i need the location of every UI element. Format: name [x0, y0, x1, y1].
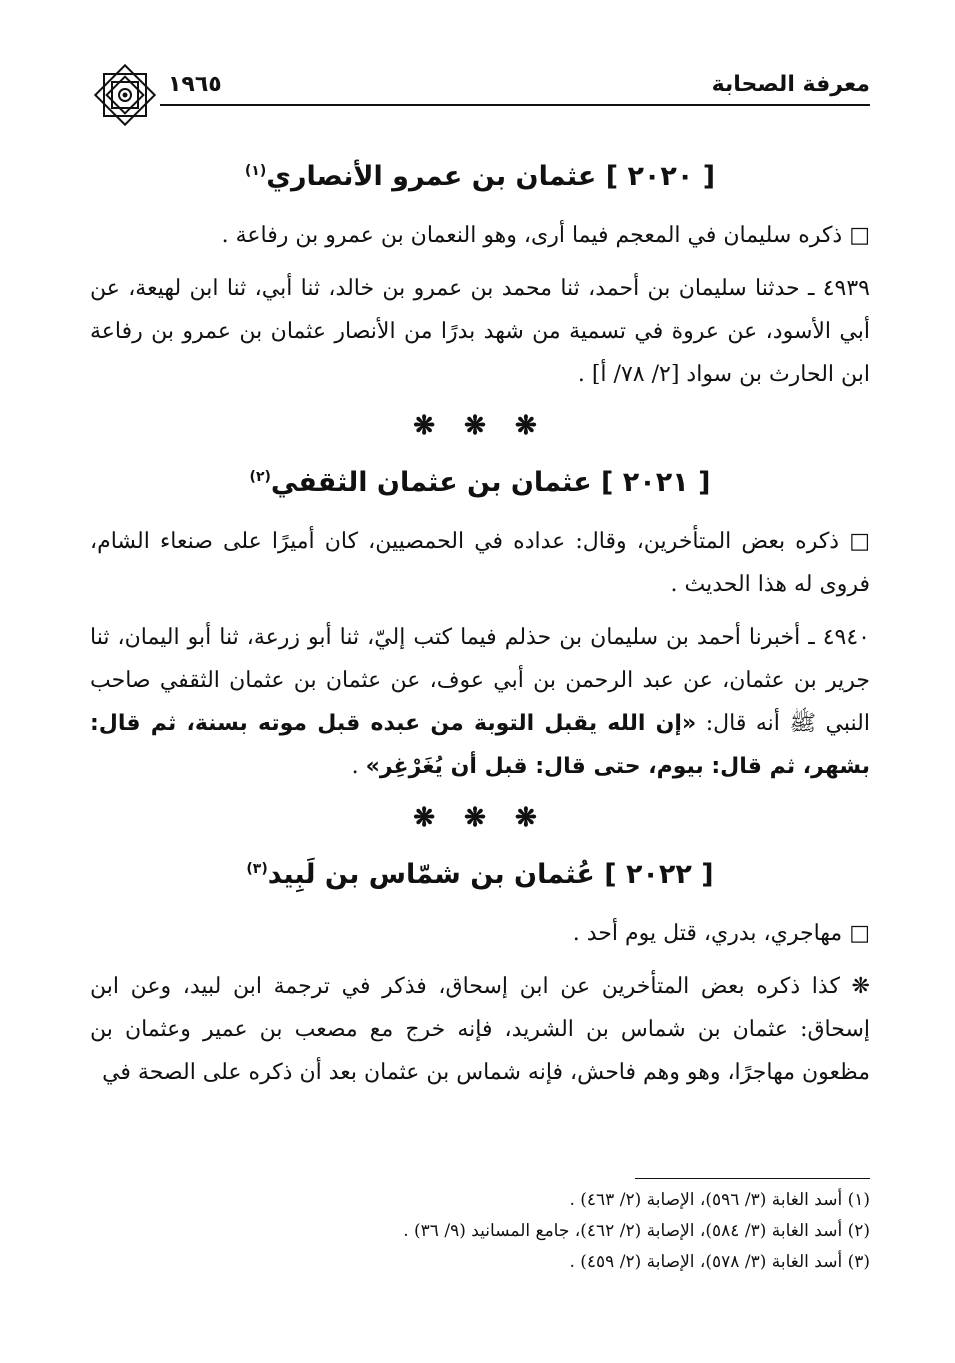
- entry-paragraph: □ مهاجري، بدري، قتل يوم أحد .: [572, 921, 870, 946]
- header-rule: [160, 104, 870, 106]
- hadith-paragraph: ٤٩٣٩ ـ حدثنا سليمان بن أحمد، ثنا محمد بن عمرو بن خالد، ثنا أبي، ثنا ابن لهيعة، عن أبي الأسود، عن عروة في تسمية من شهد بدرًا من الأنصار عثمان بن عمرو بن رفاعة ابن الحارث بن سواد [٢/ ٧٨/ أ] .: [90, 276, 870, 387]
- hadith-matn: «إن الله يقبل التوبة من عبده قبل موته بسنة، ثم قال: بشهر، ثم قال: بيوم، حتى قال: قبل أن يُغَرْغِر»: [90, 711, 870, 779]
- page-number: ١٩٦٥: [168, 72, 222, 97]
- section-separator: ❋ ❋ ❋: [413, 803, 547, 833]
- octagram-ornament-icon: [90, 60, 160, 130]
- page-body: [90, 140, 870, 1104]
- entry-heading-text: [ ٢٠٢٢ ] عُثمان بن شمّاس بن لَبِيد: [267, 859, 714, 890]
- footnote-3: (٣) أسد الغابة (٣/ ٥٧٨)، الإصابة (٢/ ٤٥٩) .: [569, 1252, 870, 1272]
- commentary-paragraph: ❋ كذا ذكره بعض المتأخرين عن ابن إسحاق، فذكر في ترجمة ابن لبيد، وعن ابن إسحاق: عثمان بن شماس بن الشريد، فإنه خرج مع مصعب بن عمير وعثمان بن مظعون مهاجرًا، وهو وهم فاحش، فإنه شماس بن عثمان بعد أن ذكره على الصحة في: [90, 974, 871, 1085]
- footnote-ref: (٣): [246, 861, 268, 877]
- footnote-ref: (١): [244, 163, 267, 179]
- hadith-isnad: ٤٩٤٠ ـ أخبرنا أحمد بن سليمان بن حذلم فيما كتب إليّ، ثنا أبو زرعة، ثنا أبو اليمان، ثنا جرير بن عثمان، عن عبد الرحمن بن أبي عوف، عن عثمان بن عثمان الثقفي صاحب النبي ﷺ أنه قال:: [90, 625, 870, 736]
- footnote-1: (١) أسد الغابة (٣/ ٥٩٦)، الإصابة (٢/ ٤٦٣) .: [569, 1190, 870, 1210]
- entry-paragraph: □ ذكره بعض المتأخرين، وقال: عداده في الحمصيين، كان أميرًا على صنعاء الشام، فروى له هذا الحديث .: [90, 529, 870, 597]
- entry-paragraph: □ ذكره سليمان في المعجم فيما أرى، وهو النعمان بن عمرو بن رفاعة .: [221, 223, 870, 248]
- entry-heading-2022: [90, 846, 870, 898]
- page-header: [90, 60, 870, 130]
- entry-heading-2021: [90, 454, 870, 506]
- entry-heading-text: [ ٢٠٢٠ ] عثمان بن عمرو الأنصاري: [266, 161, 716, 192]
- footnote-ref: (٢): [249, 469, 271, 485]
- footnote-rule: [635, 1178, 870, 1179]
- footnote-2: (٢) أسد الغابة (٣/ ٥٨٤)، الإصابة (٢/ ٤٦٢)، جامع المسانيد (٩/ ٣٦) .: [403, 1221, 870, 1241]
- entry-heading-2020: [90, 148, 870, 200]
- footnotes: [90, 1178, 870, 1278]
- section-separator: ❋ ❋ ❋: [413, 411, 547, 441]
- running-title: معرفة الصحابة: [711, 72, 870, 97]
- entry-heading-text: [ ٢٠٢١ ] عثمان بن عثمان الثقفي: [270, 467, 711, 498]
- hadith-end: .: [351, 754, 366, 779]
- hadith-paragraph: [90, 616, 870, 788]
